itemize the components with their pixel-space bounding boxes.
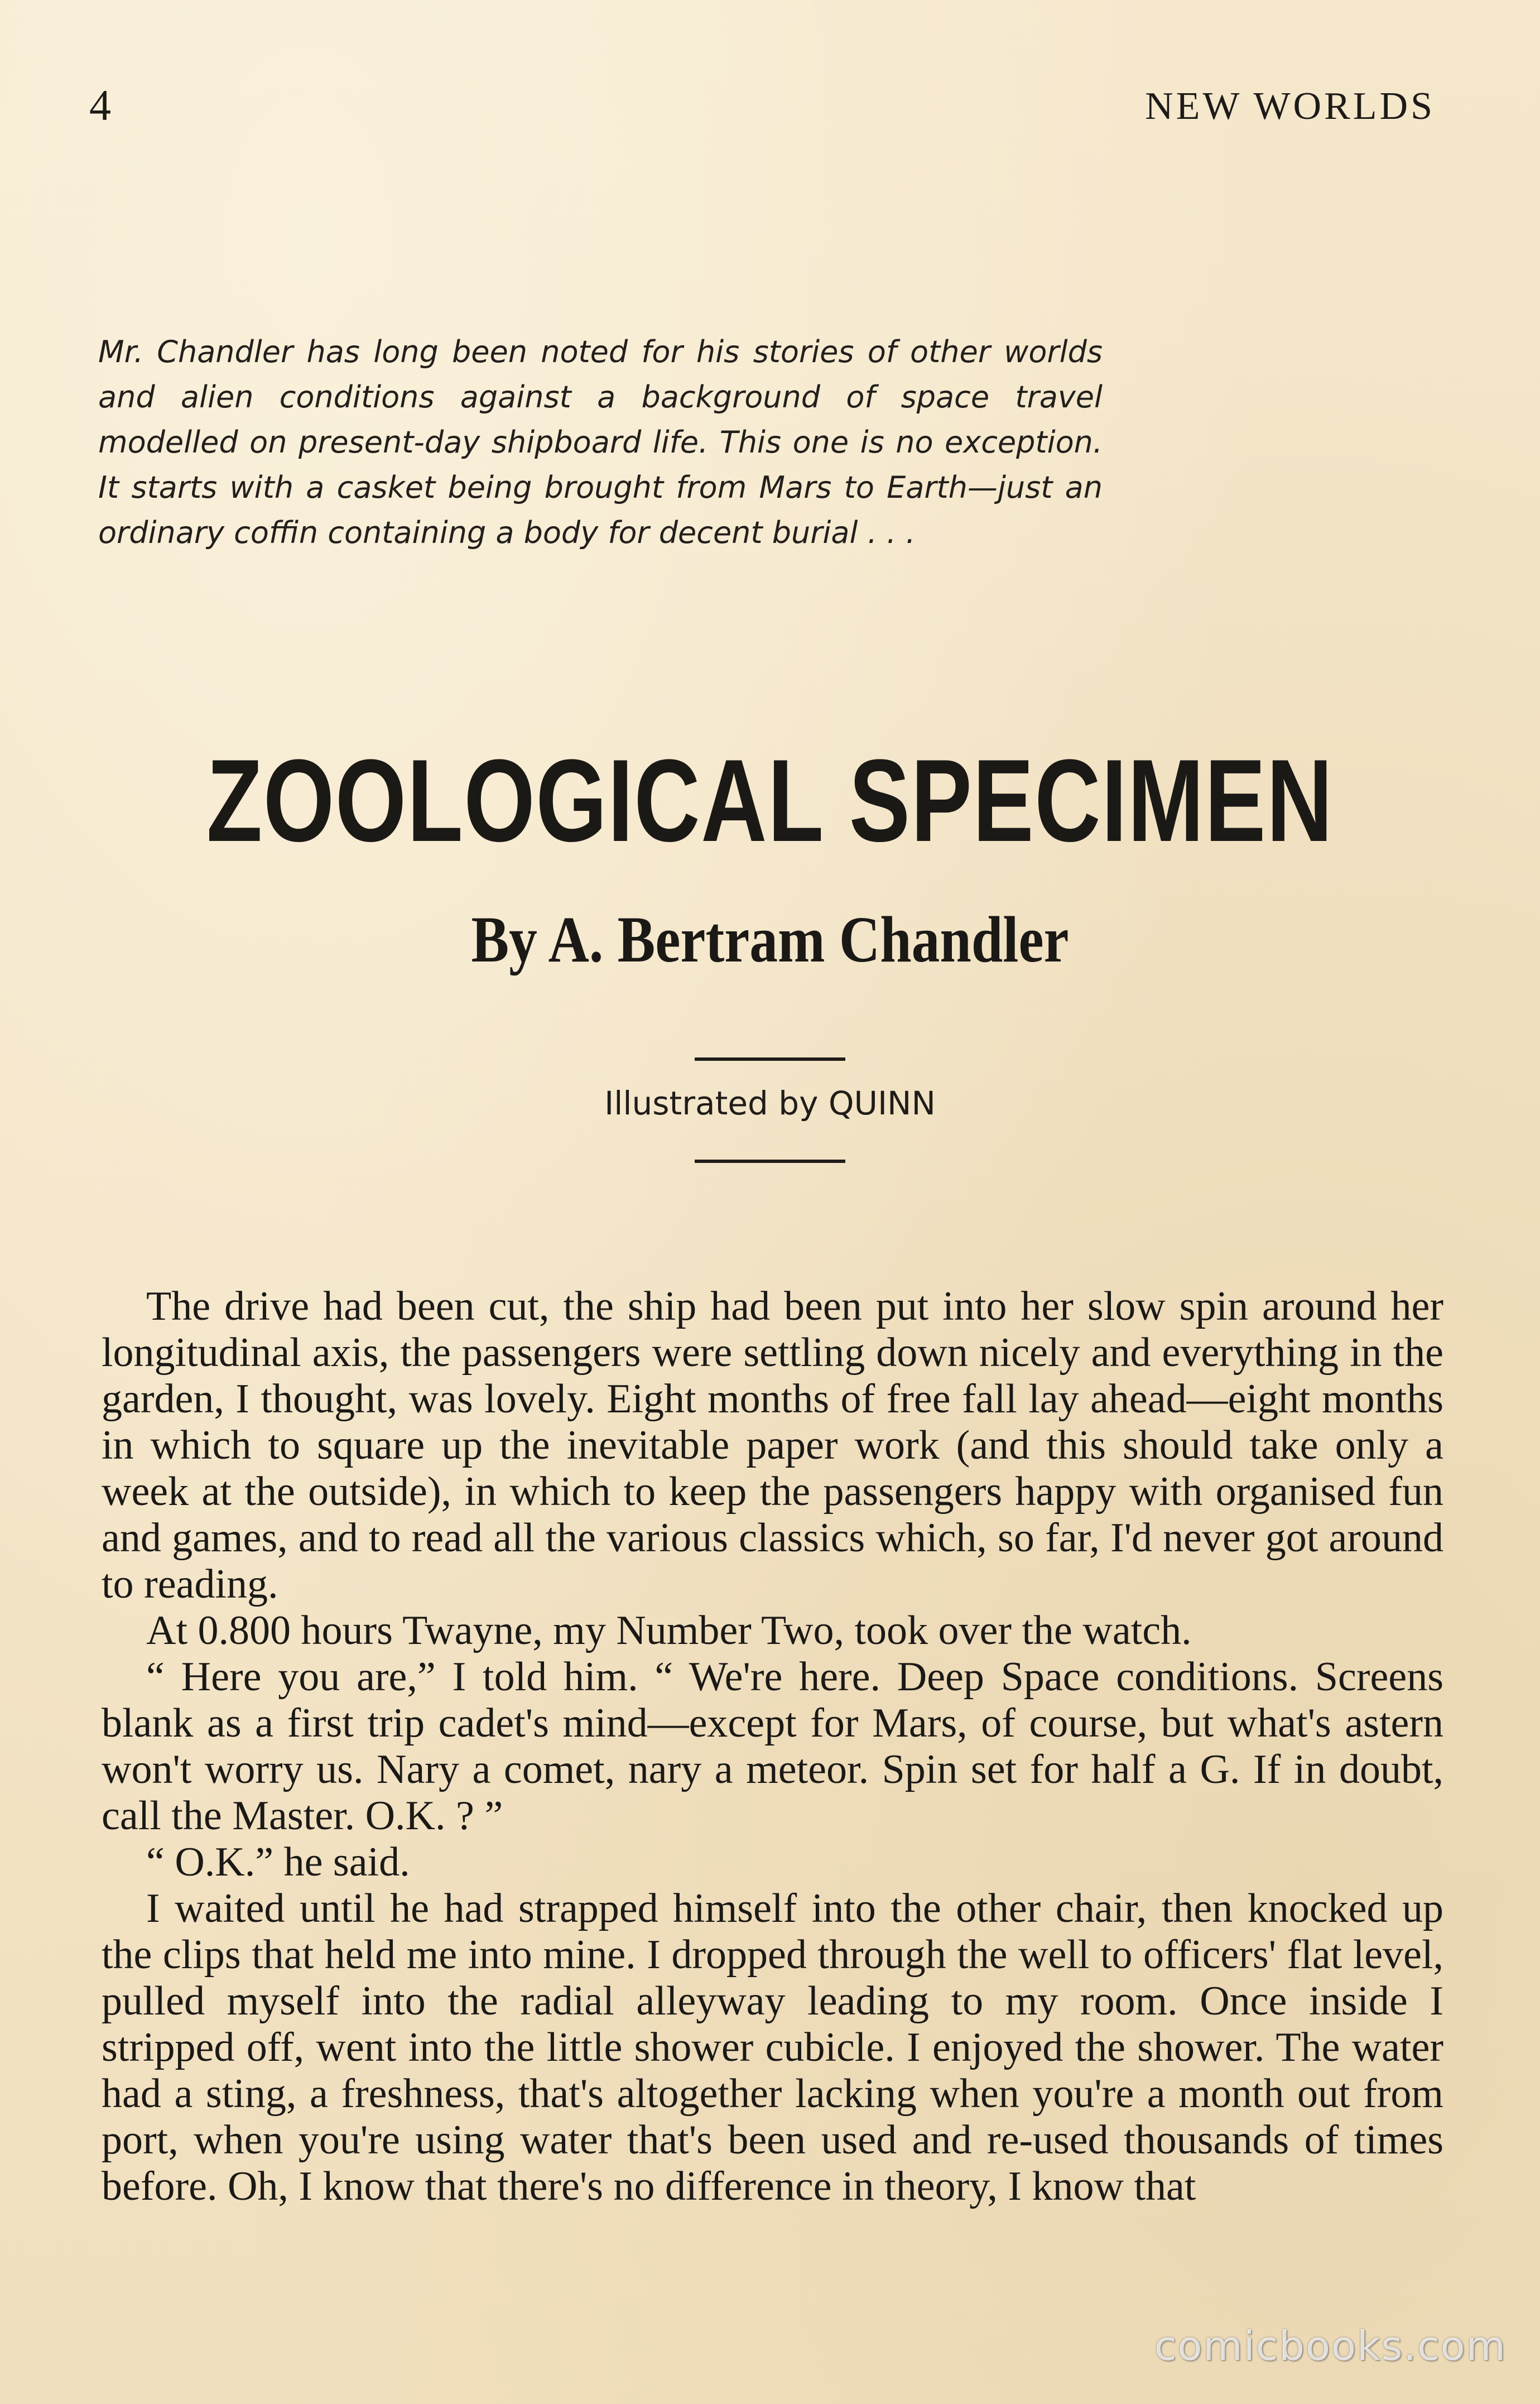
title-divider-bottom [695,1160,845,1163]
magazine-title: NEW WORLDS [1145,85,1435,128]
title-divider-top [695,1057,845,1061]
story-introduction: Mr. Chandler has long been noted for his stories of other worlds and alien conditions against a background of space travel modelled on present-day shipboard life. This one is no exception. It starts with a casket being brought from Mars to Earth—just an ordinary coffin containing a body for decent burial . . . [98,334,1103,550]
story-paragraph: “ Here you are,” I told him. “ We're here. Deep Space conditions. Screens blank as a first trip cadet's mind—except for Mars, of course, but what's astern won't worry us. Nary a comet, nary a meteor. Spin set for half a G. If in doubt, call the Master. O.K. ? ” [102,1654,1443,1839]
story-paragraph: “ O.K.” he said. [146,1839,410,1885]
illustrator-credit: Illustrated by QUINN [604,1084,936,1122]
page-number: 4 [89,81,111,129]
site-watermark: comicbooks.com [1154,2323,1507,2369]
story-body [102,1283,1443,2210]
author-byline: By A. Bertram Chandler [471,903,1069,976]
story-paragraph: I waited until he had strapped himself into the other chair, then knocked up the clips that held me into mine. I dropped through the well to officers' flat level, pulled myself into the radial alleyway leading to my room. Once inside I stripped off, went into the little shower cubicle. I enjoyed the shower. The water had a sting, a freshness, that's altogether lacking when you're a month out from port, when you're using water that's been used and re-used thousands of times before. Oh, I know that there's no difference in theory, I know that [102,1886,1443,2209]
story-paragraph: At 0.800 hours Twayne, my Number Two, took over the watch. [146,1608,1192,1653]
story-title: ZOOLOGICAL SPECIMEN [206,735,1334,866]
story-paragraph: The drive had been cut, the ship had been put into her slow spin around her longitudinal axis, the passengers were settling down nicely and everything in the garden, I thought, was lovely. Eight months of free fall lay ahead—eight months in which to square up the inevitable paper work (and this should take only a week at the outside), in which to keep the passengers happy with organised fun and games, and to read all the various classics which, so far, I'd never got around to reading. [102,1283,1443,1607]
